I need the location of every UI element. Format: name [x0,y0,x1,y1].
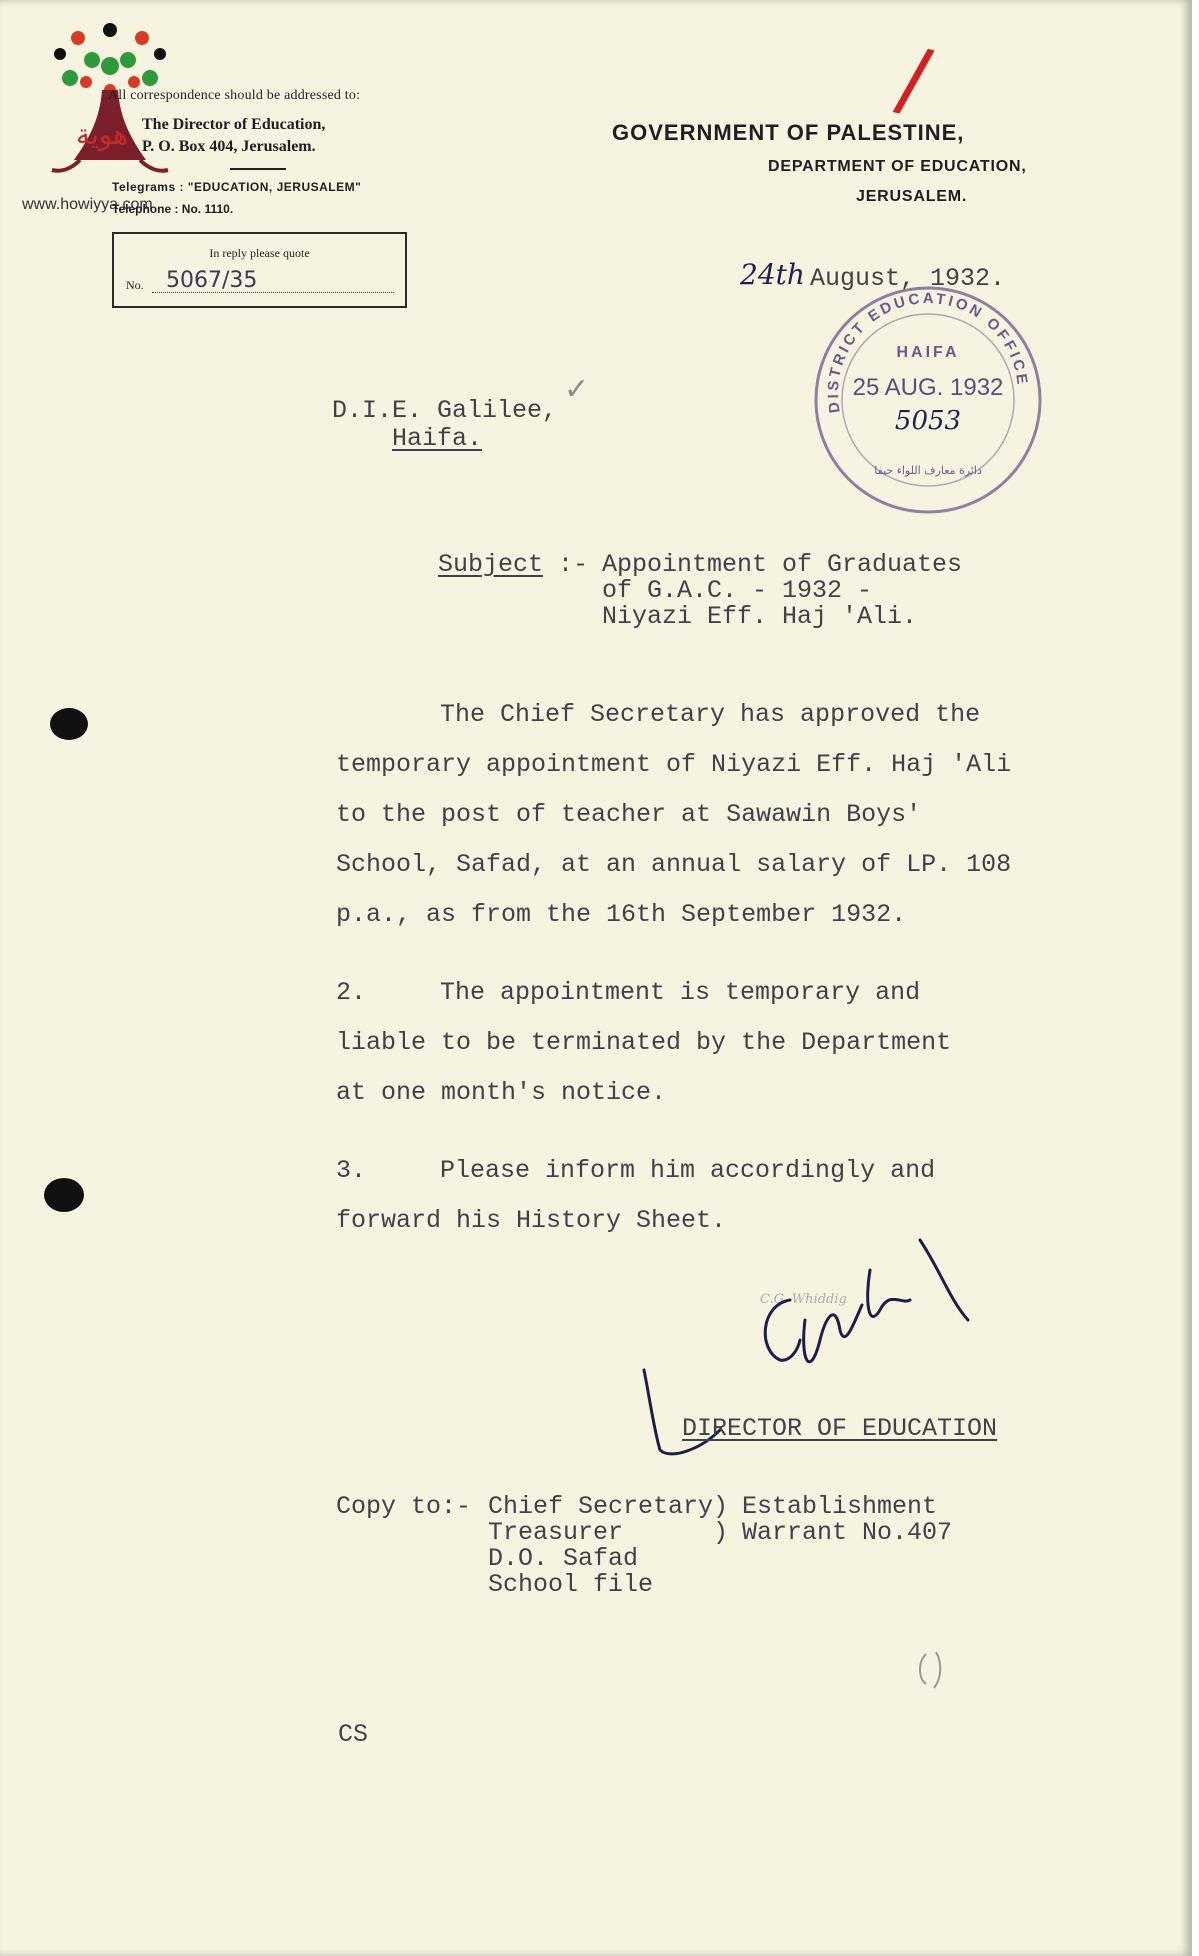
body-p1-line4: School, Safad, at an annual salary of LP. 108 [336,850,1012,879]
punch-hole-bottom [44,1178,84,1212]
department-name: DEPARTMENT OF EDUCATION, [768,158,1027,175]
copy-to-note-line1: Establishment [742,1492,938,1521]
stamp-city: HAIFA [896,344,960,361]
body-p1-line2: temporary appointment of Niyazi Eff. Haj 'Ali [336,750,1012,779]
body-p2-line1: The appointment is temporary and [440,978,921,1007]
copy-to-recipient-1: Chief Secretary) [488,1492,729,1521]
signature-text: C.G. Whiddig [760,1292,847,1307]
punch-hole-top [50,708,88,740]
copy-to-recipient-3: D.O. Safad [488,1544,639,1573]
subject-separator: :- [558,550,589,579]
telegrams-line: Telegrams : "EDUCATION, JERUSALEM" [112,180,362,194]
date-handwritten-day: 24th [740,258,805,291]
reference-number: 5067/35 [166,268,258,293]
addressee-line1: The Director of Education, [142,116,326,133]
body-p2-number: 2. [336,978,367,1007]
recipient-line1: D.I.E. Galilee, [332,396,558,425]
subject-label: Subject [438,550,544,579]
pencil-mark-icon [912,1648,952,1692]
date-typed: August, 1932. [810,264,1006,293]
reference-caption: In reply please quote [209,246,310,260]
howiyya-logo-icon [40,20,180,190]
copy-to-recipient-2: Treasurer ) [488,1518,729,1547]
body-p1-line5: p.a., as from the 16th September 1932. [336,900,907,929]
addressee-line2: P. O. Box 404, Jerusalem. [142,138,316,155]
subject-line1: Appointment of Graduates [602,550,963,579]
department-city: JERUSALEM. [856,188,968,205]
stamp-ring-text: DISTRICT EDUCATION OFFICE [824,290,1031,414]
stamp-number: 5053 [894,406,962,436]
typist-initials: CS [338,1720,369,1749]
subject-line3: Niyazi Eff. Haj 'Ali. [602,602,918,631]
body-p3-line2: forward his History Sheet. [336,1206,727,1235]
correspondence-note: All correspondence should be addressed to: [108,88,361,103]
watermark-site[interactable]: www.howiyya.com [22,196,153,213]
telephone-line: Telephone : No. 1110. [112,202,234,216]
logo-text: هوية [76,118,129,151]
letterhead-rule [230,168,286,170]
body-p1-line1: The Chief Secretary has approved the [440,700,981,729]
body-p1-line3: to the post of teacher at Sawawin Boys' [336,800,922,829]
stamp-date: 25 AUG. 1932 [852,374,1004,401]
copy-to-recipient-4: School file [488,1570,654,1599]
subject-line2: of G.A.C. - 1932 - [602,576,873,605]
reference-no-label: No. [126,278,144,292]
recipient-line2: Haifa. [392,424,483,453]
district-office-stamp [810,282,1046,518]
reference-box [112,232,407,308]
signature-title: DIRECTOR OF EDUCATION [682,1414,998,1443]
check-mark: ✓ [564,372,590,407]
body-p2-line3: at one month's notice. [336,1078,667,1107]
body-p2-line2: liable to be terminated by the Department [336,1028,952,1057]
body-p3-line1: Please inform him accordingly and [440,1156,936,1185]
government-title: GOVERNMENT OF PALESTINE, [612,120,965,145]
red-page-mark: / [890,28,939,130]
copy-to-label: Copy to:- [336,1492,472,1521]
body-p3-number: 3. [336,1156,367,1185]
copy-to-note-line2: Warrant No.407 [742,1518,953,1547]
stamp-arabic: دائرة معارف اللواء حيفا [874,464,982,477]
